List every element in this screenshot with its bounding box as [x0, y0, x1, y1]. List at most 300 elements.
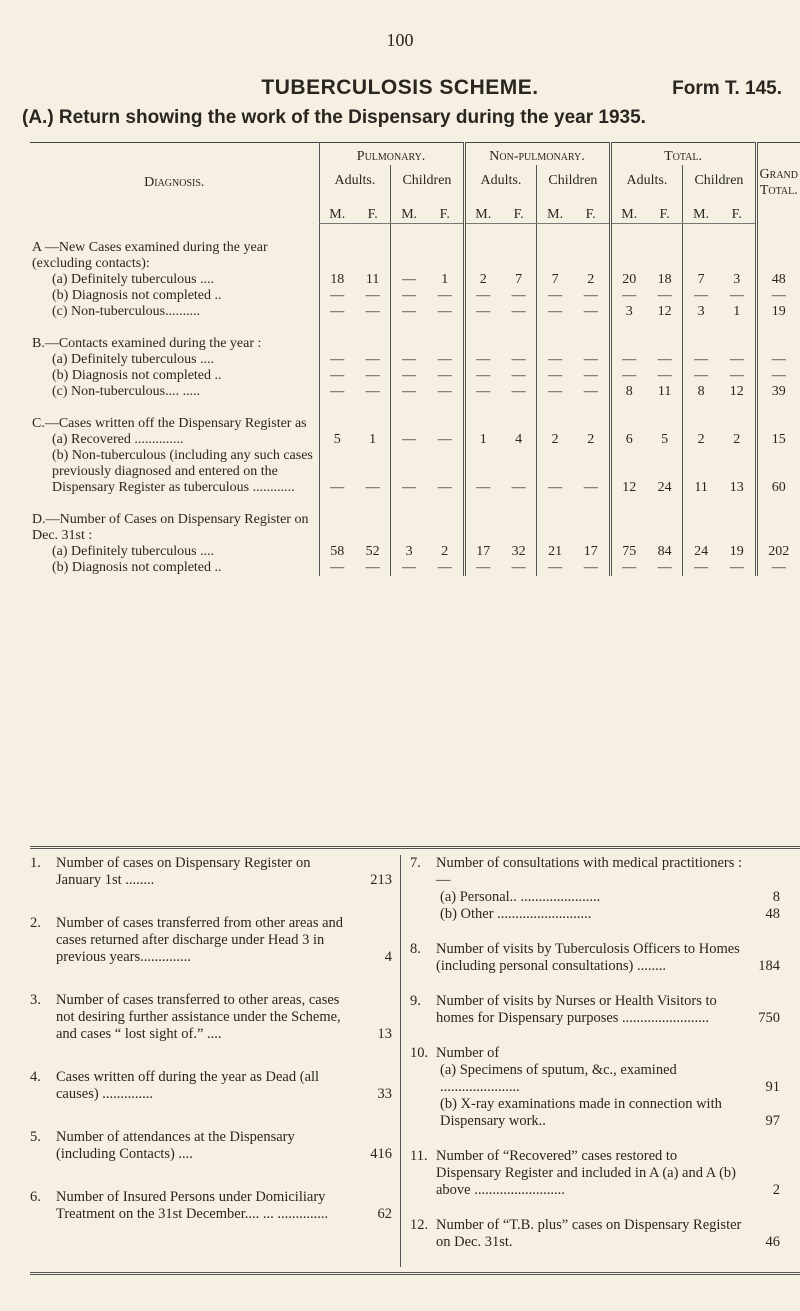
- value-cell: —: [511, 479, 526, 495]
- value-cell: —: [319, 560, 355, 576]
- value-cell: —: [391, 384, 427, 400]
- item-text: Cases written off during the year as Dead (all causes) ..............: [56, 1069, 320, 1102]
- item-text: Number of “Recovered” cases restored to Dispensary Register and included in A (a) and A (b) above .........................: [436, 1148, 737, 1198]
- value-cell: [501, 496, 537, 544]
- grand-total-cell: 48: [756, 272, 800, 288]
- item-value: 62: [377, 1206, 392, 1222]
- value-cell: —: [583, 479, 598, 495]
- value-cell: 1: [441, 271, 449, 287]
- column-divider: [400, 855, 401, 1267]
- value-cell: [683, 400, 719, 432]
- value-cell: [427, 320, 464, 352]
- item-value: 13: [377, 1026, 392, 1042]
- table-row: [30, 304, 800, 320]
- value-cell: —: [391, 448, 427, 496]
- row-label: (b) Non-tuberculous (including any such cases previously diagnosed and entered on the Dispensary Register as tuberculous ............: [52, 447, 313, 495]
- item-value: 48: [765, 906, 780, 922]
- sex-header: M.: [391, 189, 427, 224]
- value-cell: —: [511, 351, 526, 367]
- value-cell: 58: [319, 544, 355, 560]
- item-text: Number of cases on Dispensary Register on January 1st ........: [56, 855, 311, 888]
- value-cell: 3: [391, 544, 427, 560]
- grand-total-cell: 60: [756, 448, 800, 496]
- value-cell: —: [437, 479, 452, 495]
- value-cell: —: [683, 288, 719, 304]
- sex-header: F.: [719, 189, 756, 224]
- value-cell: 17: [583, 543, 598, 559]
- row-label: B.—Contacts examined during the year :: [32, 335, 262, 351]
- value-cell: [501, 224, 537, 272]
- item-number: 5.: [30, 1129, 41, 1145]
- grand-total-header: Grand Total.: [756, 143, 800, 224]
- value-cell: 7: [537, 272, 573, 288]
- value-cell: —: [437, 559, 452, 575]
- value-cell: 24: [683, 544, 719, 560]
- subgroup-header: Adults.: [464, 165, 537, 189]
- value-cell: [427, 224, 464, 272]
- list-item: [30, 992, 392, 1043]
- item-text: Number of: [436, 1045, 500, 1061]
- value-cell: —: [729, 287, 744, 303]
- value-cell: [391, 496, 427, 544]
- value-cell: —: [365, 479, 380, 495]
- value-cell: 18: [319, 272, 355, 288]
- value-cell: —: [437, 367, 452, 383]
- value-cell: 2: [464, 272, 501, 288]
- item-value: 97: [765, 1113, 780, 1129]
- sex-header: M.: [610, 189, 647, 224]
- value-cell: —: [683, 352, 719, 368]
- table-row: [30, 544, 800, 560]
- sex-header: M.: [683, 189, 719, 224]
- sex-header: F.: [573, 189, 610, 224]
- value-cell: [719, 496, 756, 544]
- value-cell: 75: [610, 544, 647, 560]
- item-value: 8: [772, 889, 780, 905]
- value-cell: —: [511, 367, 526, 383]
- value-cell: —: [365, 287, 380, 303]
- value-cell: —: [511, 303, 526, 319]
- row-label: (c) Non-tuberculous..........: [52, 303, 201, 319]
- grand-total-cell: [756, 320, 800, 352]
- value-cell: 2: [733, 431, 741, 447]
- value-cell: [355, 400, 391, 432]
- item-value: 750: [758, 1010, 780, 1026]
- list-item: [410, 1217, 780, 1251]
- value-cell: —: [464, 288, 501, 304]
- value-cell: —: [537, 448, 573, 496]
- table-row: [30, 448, 800, 496]
- value-cell: —: [537, 288, 573, 304]
- value-cell: [719, 320, 756, 352]
- value-cell: [537, 496, 573, 544]
- value-cell: —: [365, 383, 380, 399]
- group-header-pulmonary: Pulmonary.: [319, 143, 464, 166]
- item-number: 7.: [410, 855, 421, 871]
- value-cell: 7: [683, 272, 719, 288]
- value-cell: 2: [587, 271, 595, 287]
- value-cell: 18: [657, 271, 672, 287]
- value-cell: [464, 320, 501, 352]
- value-cell: —: [391, 288, 427, 304]
- value-cell: —: [583, 559, 598, 575]
- value-cell: [355, 224, 391, 272]
- value-cell: [719, 400, 756, 432]
- value-cell: [464, 224, 501, 272]
- value-cell: [391, 320, 427, 352]
- return-subtitle: (A.) Return showing the work of the Dispensary during the year 1935.: [22, 107, 646, 128]
- value-cell: [647, 400, 683, 432]
- table-bottom-rule: [30, 846, 800, 849]
- row-label: C.—Cases written off the Dispensary Register as: [32, 415, 307, 431]
- value-cell: —: [391, 560, 427, 576]
- list-item: [410, 1148, 780, 1199]
- section-heading-row: [30, 496, 800, 544]
- value-cell: 2: [537, 432, 573, 448]
- value-cell: [355, 320, 391, 352]
- list-item: [30, 1069, 392, 1103]
- value-cell: [427, 400, 464, 432]
- item-value: 213: [370, 872, 392, 888]
- item-text: Number of cases transferred from other areas and cases returned after discharge under Head 3 in previous years..............: [56, 915, 344, 965]
- list-item: [410, 889, 780, 906]
- form-label: Form T. 145.: [672, 78, 782, 99]
- value-cell: 7: [515, 271, 523, 287]
- value-cell: —: [610, 560, 647, 576]
- subgroup-header: Children: [683, 165, 756, 189]
- value-cell: —: [657, 351, 672, 367]
- item-number: 1.: [30, 855, 41, 871]
- value-cell: —: [391, 432, 427, 448]
- item-number: 9.: [410, 993, 421, 1009]
- value-cell: —: [583, 351, 598, 367]
- grand-total-cell: 19: [756, 304, 800, 320]
- list-item: [410, 1062, 780, 1096]
- value-cell: [610, 400, 647, 432]
- value-cell: [537, 320, 573, 352]
- grand-total-cell: —: [756, 560, 800, 576]
- value-cell: —: [319, 448, 355, 496]
- value-cell: 3: [610, 304, 647, 320]
- row-label: (a) Definitely tuberculous ....: [52, 271, 215, 287]
- value-cell: —: [464, 368, 501, 384]
- value-cell: —: [437, 351, 452, 367]
- value-cell: [464, 400, 501, 432]
- row-label: (a) Definitely tuberculous ....: [52, 543, 215, 559]
- grand-total-cell: 15: [756, 432, 800, 448]
- value-cell: —: [537, 560, 573, 576]
- value-cell: —: [537, 368, 573, 384]
- value-cell: —: [683, 368, 719, 384]
- value-cell: 4: [515, 431, 523, 447]
- row-label: (c) Non-tuberculous.... .....: [52, 383, 201, 399]
- group-header-non-pulmonary: Non-pulmonary.: [464, 143, 610, 166]
- grand-total-cell: [756, 224, 800, 272]
- item-text: Number of consultations with medical practitioners :—: [436, 855, 743, 888]
- section-heading-row: [30, 224, 800, 272]
- value-cell: 3: [683, 304, 719, 320]
- value-cell: —: [537, 384, 573, 400]
- table-row: [30, 384, 800, 400]
- row-label: (a) Definitely tuberculous ....: [52, 351, 215, 367]
- item-text: (a) Specimens of sputum, &c., examined ......................: [440, 1062, 677, 1095]
- item-value: 46: [765, 1234, 780, 1250]
- list-item: [30, 1129, 392, 1163]
- value-cell: —: [583, 383, 598, 399]
- value-cell: 11: [683, 448, 719, 496]
- value-cell: —: [365, 303, 380, 319]
- grand-total-cell: 39: [756, 384, 800, 400]
- grand-total-cell: —: [756, 352, 800, 368]
- value-cell: [427, 496, 464, 544]
- item-value: 4: [384, 949, 392, 965]
- value-cell: 8: [610, 384, 647, 400]
- item-value: 33: [377, 1086, 392, 1102]
- item-number: 3.: [30, 992, 41, 1008]
- list-item: [410, 941, 780, 975]
- value-cell: —: [391, 272, 427, 288]
- value-cell: —: [319, 304, 355, 320]
- value-cell: [610, 224, 647, 272]
- value-cell: —: [657, 287, 672, 303]
- value-cell: 3: [733, 271, 741, 287]
- value-cell: 6: [610, 432, 647, 448]
- value-cell: [355, 496, 391, 544]
- value-cell: 13: [729, 479, 744, 495]
- value-cell: —: [437, 431, 452, 447]
- value-cell: 52: [365, 543, 380, 559]
- right-summary-list: [410, 855, 780, 1269]
- value-cell: [573, 400, 610, 432]
- value-cell: [647, 496, 683, 544]
- grand-total-cell: —: [756, 368, 800, 384]
- value-cell: [319, 224, 355, 272]
- sex-header: F.: [355, 189, 391, 224]
- grand-total-cell: [756, 496, 800, 544]
- row-label: D.—Number of Cases on Dispensary Register on Dec. 31st :: [32, 511, 309, 543]
- value-cell: 2: [587, 431, 595, 447]
- value-cell: —: [464, 352, 501, 368]
- value-cell: —: [391, 352, 427, 368]
- subgroup-header: Children: [391, 165, 464, 189]
- value-cell: [537, 400, 573, 432]
- value-cell: —: [583, 287, 598, 303]
- value-cell: —: [464, 384, 501, 400]
- item-text: Number of Insured Persons under Domiciliary Treatment on the 31st December.... ... ..............: [56, 1189, 329, 1222]
- value-cell: [391, 400, 427, 432]
- list-item: [30, 1189, 392, 1223]
- row-label: A —New Cases examined during the year (excluding contacts):: [32, 239, 268, 271]
- value-cell: [501, 400, 537, 432]
- row-label: (b) Diagnosis not completed ..: [52, 367, 222, 383]
- value-cell: 12: [657, 303, 672, 319]
- item-number: 12.: [410, 1217, 429, 1233]
- item-text: Number of “T.B. plus” cases on Dispensary Register on Dec. 31st.: [436, 1217, 742, 1250]
- item-text: Number of cases transferred to other areas, cases not desiring further assistance under the Scheme, and cases “ lost sight of.” ....: [56, 992, 341, 1042]
- value-cell: [610, 320, 647, 352]
- item-number: 11.: [410, 1148, 428, 1164]
- value-cell: 11: [365, 271, 380, 287]
- value-cell: [683, 320, 719, 352]
- value-cell: —: [511, 383, 526, 399]
- subgroup-header: Children: [537, 165, 610, 189]
- value-cell: [319, 496, 355, 544]
- value-cell: —: [537, 304, 573, 320]
- grand-total-cell: —: [756, 288, 800, 304]
- value-cell: —: [319, 288, 355, 304]
- table-row: [30, 368, 800, 384]
- value-cell: —: [511, 559, 526, 575]
- table-row: [30, 272, 800, 288]
- value-cell: 1: [464, 432, 501, 448]
- value-cell: —: [511, 287, 526, 303]
- item-value: 416: [370, 1146, 392, 1162]
- value-cell: 21: [537, 544, 573, 560]
- value-cell: —: [391, 368, 427, 384]
- value-cell: —: [464, 448, 501, 496]
- value-cell: 8: [683, 384, 719, 400]
- value-cell: [319, 320, 355, 352]
- item-number: 10.: [410, 1045, 429, 1061]
- value-cell: —: [464, 560, 501, 576]
- value-cell: [647, 320, 683, 352]
- value-cell: 12: [729, 383, 744, 399]
- value-cell: —: [365, 559, 380, 575]
- sex-header: M.: [319, 189, 355, 224]
- item-text: Number of visits by Tuberculosis Officers to Homes (including personal consultations) ........: [436, 941, 740, 974]
- page-end-rule: [30, 1272, 800, 1275]
- table-row: [30, 432, 800, 448]
- sex-header: F.: [427, 189, 464, 224]
- sex-header: F.: [647, 189, 683, 224]
- value-cell: [683, 496, 719, 544]
- list-item: [410, 993, 780, 1027]
- value-cell: 12: [610, 448, 647, 496]
- value-cell: —: [391, 304, 427, 320]
- value-cell: 5: [661, 431, 669, 447]
- value-cell: —: [437, 383, 452, 399]
- list-item: [410, 855, 780, 889]
- row-label: (b) Diagnosis not completed ..: [52, 287, 222, 303]
- value-cell: 84: [657, 543, 672, 559]
- value-cell: —: [583, 303, 598, 319]
- value-cell: —: [365, 367, 380, 383]
- value-cell: [464, 496, 501, 544]
- value-cell: 5: [319, 432, 355, 448]
- value-cell: [610, 496, 647, 544]
- item-value: 184: [758, 958, 780, 974]
- value-cell: 2: [683, 432, 719, 448]
- value-cell: 1: [733, 303, 741, 319]
- grand-total-cell: 202: [756, 544, 800, 560]
- subgroup-header: Adults.: [319, 165, 391, 189]
- value-cell: —: [319, 384, 355, 400]
- table-row: [30, 288, 800, 304]
- value-cell: [647, 224, 683, 272]
- table-row: [30, 560, 800, 576]
- value-cell: 19: [729, 543, 744, 559]
- value-cell: —: [729, 559, 744, 575]
- value-cell: —: [319, 352, 355, 368]
- value-cell: —: [610, 368, 647, 384]
- section-heading-row: [30, 320, 800, 352]
- value-cell: [573, 224, 610, 272]
- value-cell: —: [464, 304, 501, 320]
- item-number: 4.: [30, 1069, 41, 1085]
- value-cell: 24: [657, 479, 672, 495]
- subgroup-header: Adults.: [610, 165, 683, 189]
- list-item: [410, 906, 780, 923]
- diagnosis-header: Diagnosis.: [144, 175, 205, 191]
- item-value: 2: [772, 1182, 780, 1198]
- value-cell: 32: [511, 543, 526, 559]
- item-number: 6.: [30, 1189, 41, 1205]
- value-cell: 2: [441, 543, 449, 559]
- list-item: [410, 1096, 780, 1130]
- value-cell: 1: [369, 431, 377, 447]
- item-text: (b) X-ray examinations made in connection with Dispensary work..: [440, 1096, 722, 1129]
- row-label: (b) Diagnosis not completed ..: [52, 559, 222, 575]
- value-cell: [719, 224, 756, 272]
- value-cell: —: [683, 560, 719, 576]
- item-text: Number of visits by Nurses or Health Visitors to homes for Dispensary purposes ........................: [436, 993, 717, 1026]
- value-cell: 20: [610, 272, 647, 288]
- section-heading-row: [30, 400, 800, 432]
- value-cell: [319, 400, 355, 432]
- value-cell: —: [437, 287, 452, 303]
- value-cell: —: [729, 367, 744, 383]
- row-label: (a) Recovered ..............: [52, 431, 184, 447]
- scheme-title: TUBERCULOSIS SCHEME.: [261, 76, 539, 99]
- value-cell: —: [319, 368, 355, 384]
- item-value: 91: [765, 1079, 780, 1095]
- value-cell: [573, 320, 610, 352]
- list-item: [30, 915, 392, 966]
- sex-header: M.: [464, 189, 501, 224]
- value-cell: —: [657, 367, 672, 383]
- list-item: [30, 855, 392, 889]
- value-cell: [391, 224, 427, 272]
- item-text: (a) Personal.. ......................: [440, 889, 601, 905]
- value-cell: —: [365, 351, 380, 367]
- list-item: [410, 1045, 780, 1062]
- sex-header: M.: [537, 189, 573, 224]
- value-cell: —: [657, 559, 672, 575]
- item-number: 2.: [30, 915, 41, 931]
- group-header-total: Total.: [610, 143, 756, 166]
- value-cell: 11: [657, 383, 672, 399]
- value-cell: [683, 224, 719, 272]
- page-number: 100: [386, 30, 414, 50]
- value-cell: [501, 320, 537, 352]
- item-text: (b) Other ..........................: [440, 906, 592, 922]
- value-cell: —: [437, 303, 452, 319]
- item-number: 8.: [410, 941, 421, 957]
- value-cell: —: [610, 288, 647, 304]
- value-cell: [573, 496, 610, 544]
- value-cell: —: [537, 352, 573, 368]
- left-summary-list: [30, 855, 392, 1249]
- grand-total-cell: [756, 400, 800, 432]
- dispensary-return-table: [30, 142, 800, 576]
- value-cell: [537, 224, 573, 272]
- value-cell: 17: [464, 544, 501, 560]
- value-cell: —: [583, 367, 598, 383]
- value-cell: —: [610, 352, 647, 368]
- value-cell: —: [729, 351, 744, 367]
- item-text: Number of attendances at the Dispensary (including Contacts) ....: [56, 1129, 295, 1162]
- sex-header: F.: [501, 189, 537, 224]
